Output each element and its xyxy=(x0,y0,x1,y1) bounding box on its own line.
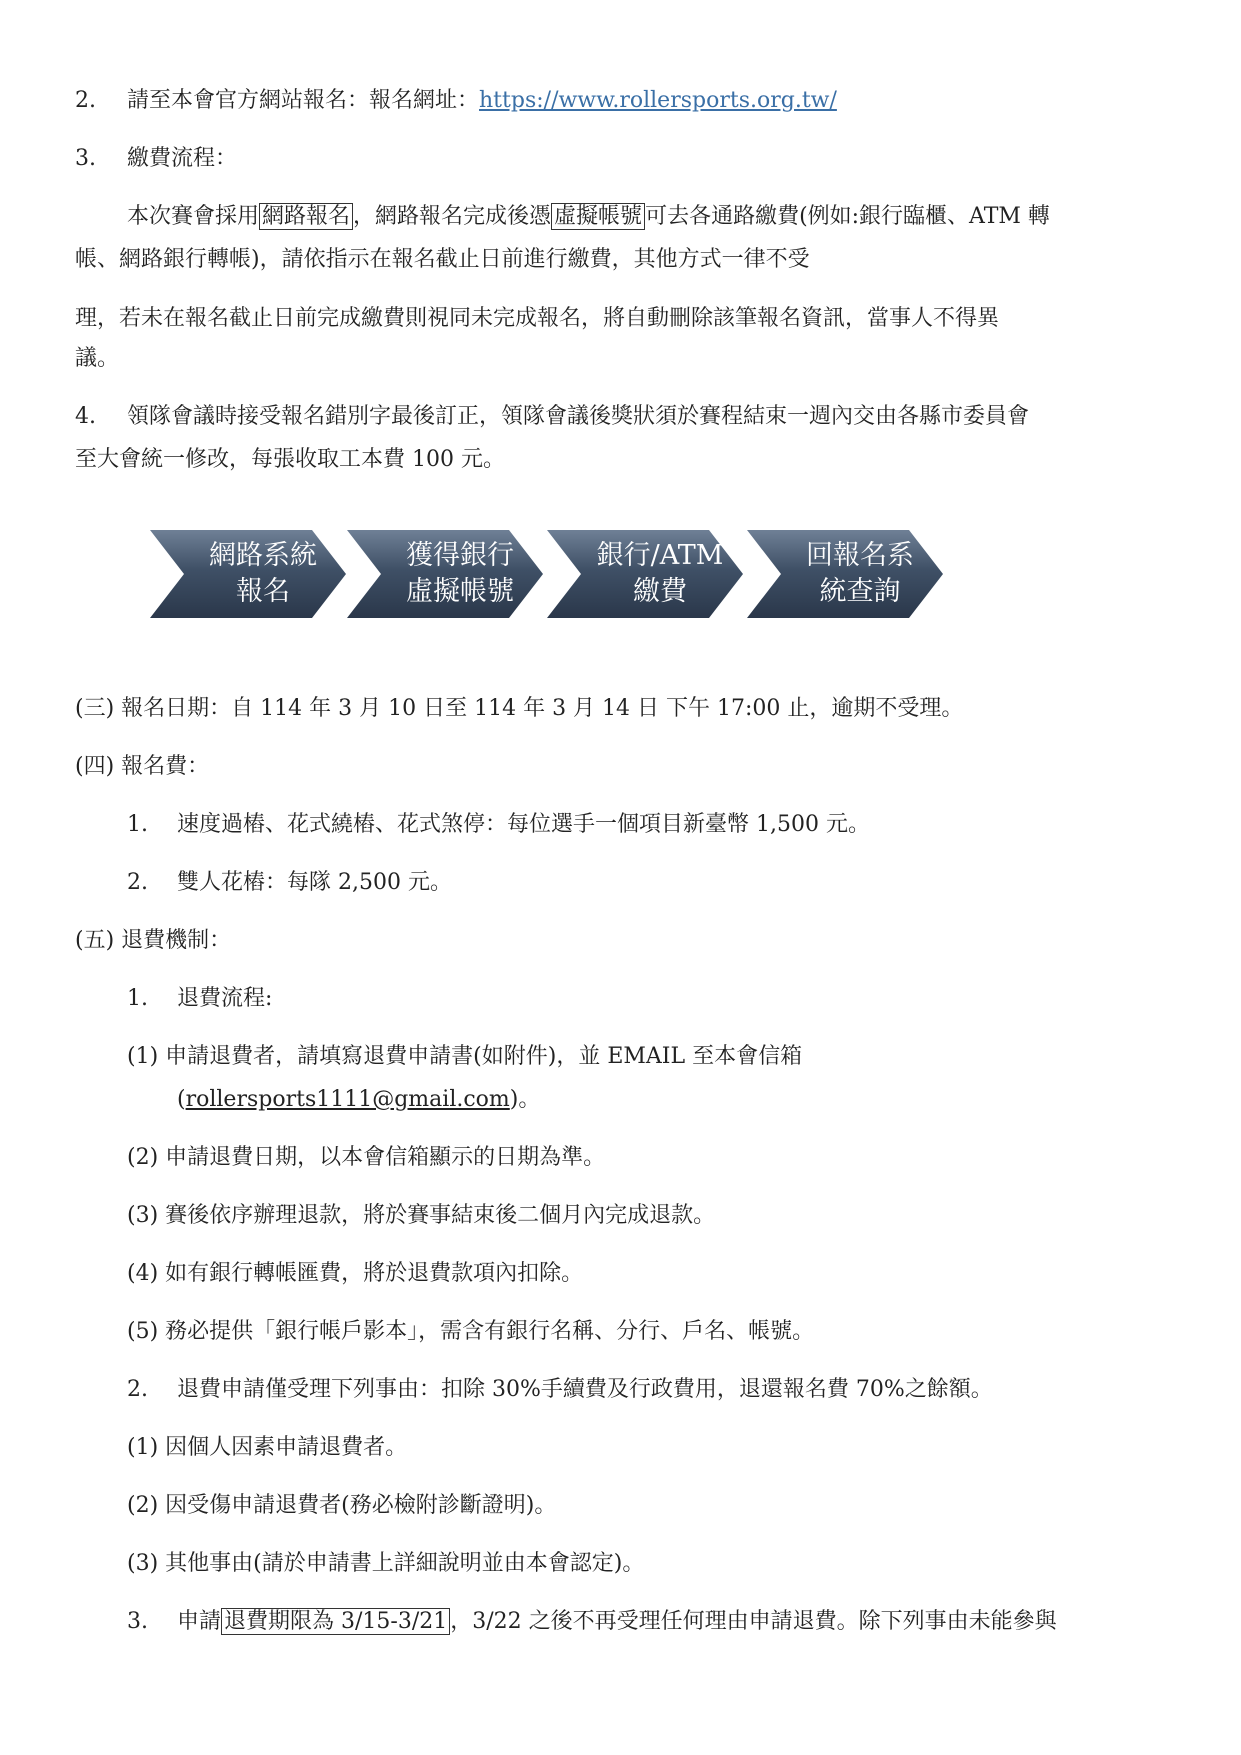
flow-step-4 xyxy=(747,530,943,618)
item-4-line-1 xyxy=(75,402,1029,432)
item-number: 4. xyxy=(75,404,96,429)
item-text: 退費流程: xyxy=(177,986,273,1011)
refund-step-4: (4) 如有銀行轉帳匯費，將於退費款項內扣除。 xyxy=(127,1261,584,1286)
refund-step-1-line-2 xyxy=(177,1085,540,1115)
refund-item-1 xyxy=(127,984,272,1014)
item-text: 雙人花樁：每隊 2,500 元。 xyxy=(177,870,452,895)
payment-paragraph-line-3: 理，若未在報名截止日前完成繳費則視同未完成報名，將自動刪除該筆報名資訊，當事人不得異 xyxy=(75,306,1000,331)
flow-step-4-line-2: 統查詢 xyxy=(819,576,901,607)
flow-step-4-line-1: 回報名系 xyxy=(806,540,914,571)
section-3-registration-date: (三) 報名日期：自 114 年 3 月 10 日至 114 年 3 月 14 日 下午 17:00 止，逾期不受理。 xyxy=(75,696,964,721)
paren: )。 xyxy=(509,1087,541,1112)
flow-step-1 xyxy=(150,530,346,618)
item-number: 1. xyxy=(127,986,148,1011)
item-text: ，3/22 之後不再受理任何理由申請退費。除下列事由未能參與 xyxy=(450,1609,1057,1634)
payment-paragraph-line-1 xyxy=(127,202,1050,232)
item-number: 3. xyxy=(127,1609,148,1634)
refund-item-2 xyxy=(127,1375,993,1405)
paragraph-text: 可去各通路繳費(例如:銀行臨櫃、ATM 轉 xyxy=(645,204,1050,229)
paren: ( xyxy=(177,1087,186,1112)
registration-link[interactable]: https://www.rollersports.org.tw/ xyxy=(479,88,837,113)
flow-step-2-line-2: 虛擬帳號 xyxy=(406,576,514,607)
refund-item-3 xyxy=(127,1607,1057,1637)
refund-reason-3: (3) 其他事由(請於申請書上詳細說明並由本會認定)。 xyxy=(127,1551,645,1576)
flow-step-1-line-2: 報名 xyxy=(236,576,290,607)
item-text: 退費申請僅受理下列事由：扣除 30%手續費及行政費用，退還報名費 70%之餘額。 xyxy=(177,1377,993,1402)
flow-step-3 xyxy=(547,530,743,618)
item-number: 3. xyxy=(75,146,96,171)
item-2 xyxy=(75,86,837,116)
boxed-virtual-account: 虛擬帳號 xyxy=(551,203,645,230)
item-text: 速度過樁、花式繞樁、花式煞停：每位選手一個項目新臺幣 1,500 元。 xyxy=(177,812,870,837)
payment-paragraph-line-4: 議。 xyxy=(75,346,120,371)
item-text: 請至本會官方網站報名：報名網址： xyxy=(127,88,480,113)
item-number: 2. xyxy=(75,88,96,113)
flow-step-3-line-1: 銀行/ATM xyxy=(596,540,724,571)
flow-step-2-line-1: 獲得銀行 xyxy=(406,540,514,571)
fee-item-2 xyxy=(127,868,452,898)
section-4-heading: (四) 報名費： xyxy=(75,754,210,779)
item-number: 2. xyxy=(127,1377,148,1402)
flow-step-1-line-1: 網路系統 xyxy=(209,540,317,571)
item-4-line-2: 至大會統一修改，每張收取工本費 100 元。 xyxy=(75,447,505,472)
item-3 xyxy=(75,144,237,174)
item-number: 1. xyxy=(127,812,148,837)
item-number: 2. xyxy=(127,870,148,895)
refund-step-3: (3) 賽後依序辦理退款，將於賽事結束後二個月內完成退款。 xyxy=(127,1203,716,1228)
paragraph-text: 本次賽會採用 xyxy=(127,204,260,229)
refund-reason-1: (1) 因個人因素申請退費者。 xyxy=(127,1435,408,1460)
payment-paragraph-line-2: 帳、網路銀行轉帳)，請依指示在報名截止日前進行繳費，其他方式一律不受 xyxy=(75,247,810,272)
boxed-refund-deadline: 退費期限為 3/15-3/21 xyxy=(221,1608,450,1635)
flow-step-3-line-2: 繳費 xyxy=(633,576,687,607)
refund-reason-2: (2) 因受傷申請退費者(務必檢附診斷證明)。 xyxy=(127,1493,557,1518)
fee-item-1 xyxy=(127,810,870,840)
flow-step-2 xyxy=(347,530,543,618)
process-flow-chevrons xyxy=(150,528,970,620)
refund-step-1-line-1: (1) 申請退費者，請填寫退費申請書(如附件)，並 EMAIL 至本會信箱 xyxy=(127,1044,803,1069)
boxed-online-registration: 網路報名 xyxy=(259,203,353,230)
item-text: 繳費流程： xyxy=(127,146,238,171)
item-text: 申請 xyxy=(177,1609,222,1634)
section-5-heading: (五) 退費機制： xyxy=(75,928,232,953)
paragraph-text: ，網路報名完成後憑 xyxy=(353,204,552,229)
item-text: 領隊會議時接受報名錯別字最後訂正，領隊會議後獎狀須於賽程結束一週內交由各縣市委員會 xyxy=(127,404,1030,429)
refund-step-5: (5) 務必提供「銀行帳戶影本」，需含有銀行名稱、分行、戶名、帳號。 xyxy=(127,1319,815,1344)
refund-step-2: (2) 申請退費日期，以本會信箱顯示的日期為準。 xyxy=(127,1145,606,1170)
email-link[interactable]: rollersports1111@gmail.com xyxy=(185,1087,510,1112)
